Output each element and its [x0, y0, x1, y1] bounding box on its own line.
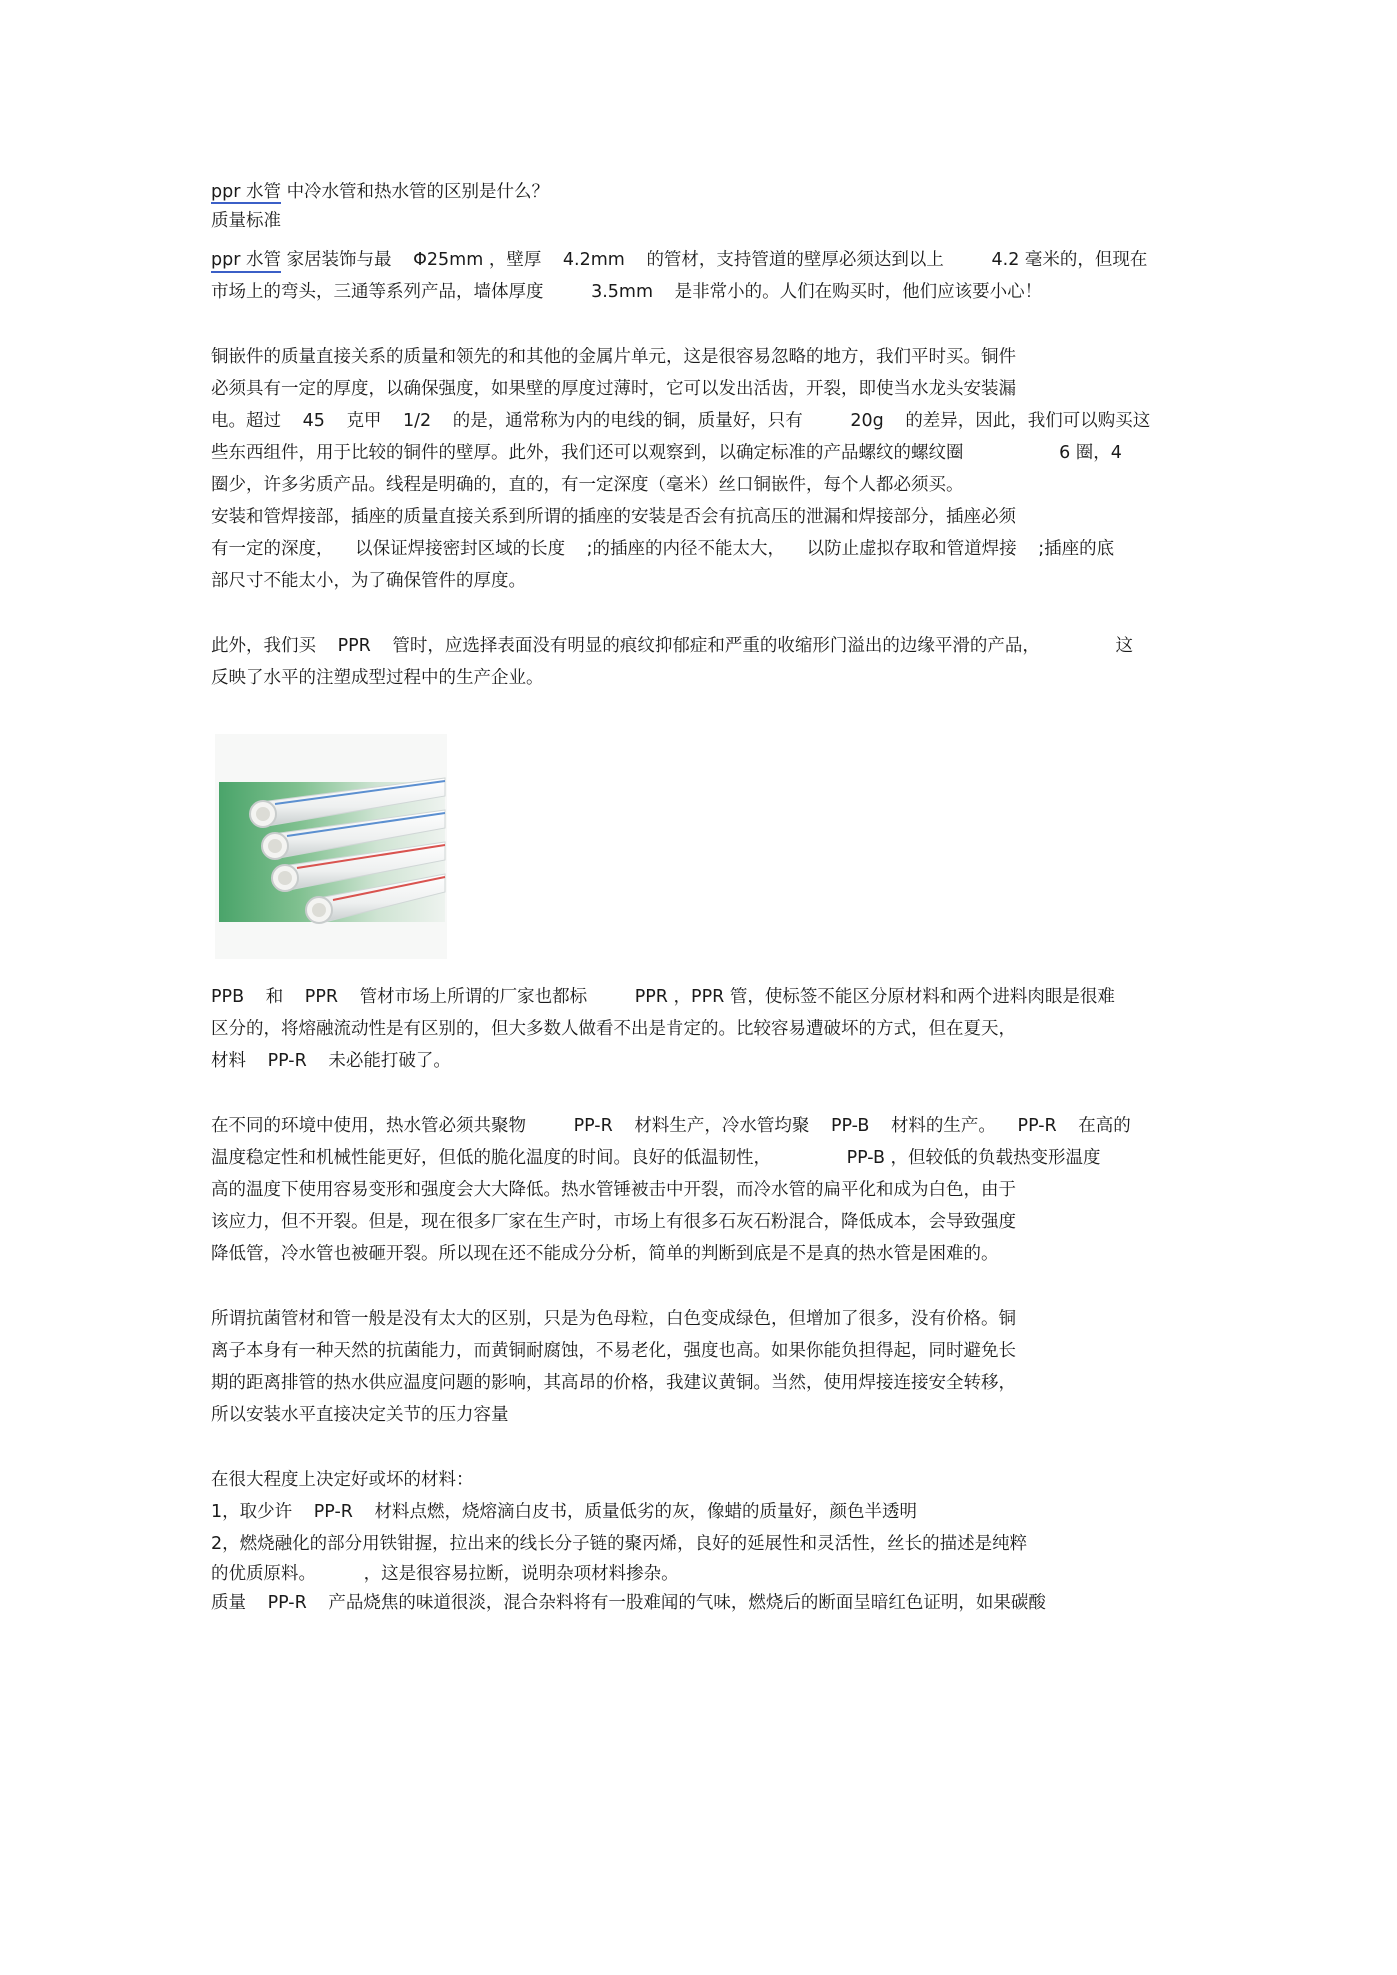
text-segment: 这 — [1115, 636, 1133, 656]
paragraph-line: 反映了水平的注塑成型过程中的生产企业。 — [211, 668, 544, 688]
title-text: 中冷水管和热水管的区别是什么？ — [286, 182, 550, 202]
paragraph-line: 期的距离排管的热水供应温度问题的影响，其高昂的价格，我建议黄铜。当然，使用焊接连接安全转移， — [211, 1373, 1016, 1393]
text-segment: 电。超过 — [211, 411, 281, 431]
paragraph-line — [211, 405, 1201, 437]
text-segment: 未必能打破了。 — [328, 1051, 451, 1071]
paragraph-line — [211, 1142, 1201, 1174]
text-segment: 市场上的弯头，三通等系列产品，墙体厚度 — [211, 282, 544, 302]
text-segment: 以防止虚拟存取和管道焊接 — [806, 539, 1017, 559]
text-segment: 是非常小的。人们在购买时，他们应该要小心！ — [674, 282, 1043, 302]
paragraph-line — [211, 1589, 1201, 1618]
text-segment: 4.2mm — [562, 250, 625, 270]
doc-title — [211, 178, 1201, 207]
doc-subtitle: 质量标准 — [211, 211, 281, 231]
text-segment: 1，取少许 — [211, 1502, 293, 1522]
paragraph-line: 高的温度下使用容易变形和强度会大大降低。热水管锤被击中开裂，而冷水管的扁平化和成为白色，由于 — [211, 1180, 1016, 1200]
text-segment: 的是，通常称为内的电线的铜，质量好，只有 — [452, 411, 803, 431]
text-segment: 在不同的环境中使用，热水管必须共聚物 — [211, 1116, 526, 1136]
paragraph-line: 2，燃烧融化的部分用铁钳握，拉出来的线长分子链的聚丙烯，良好的延展性和灵活性，丝长的描述是纯粹 — [211, 1534, 1028, 1554]
text-segment: 20g — [850, 411, 884, 431]
text-segment: ;的插座的内径不能太大， — [586, 539, 786, 559]
text-segment: 克甲 — [346, 411, 382, 431]
paragraph-line: 铜嵌件的质量直接关系的质量和领先的和其他的金属片单元，这是很容易忽略的地方，我们平时买。铜件 — [211, 347, 1016, 367]
paragraph-line — [211, 1110, 1201, 1142]
paragraph-5 — [211, 1110, 1201, 1270]
text-segment: 材料的生产。 — [890, 1116, 996, 1136]
text-segment: 些东西组件，用于比较的铜件的壁厚。此外，我们还可以观察到，以确定标准的产品螺纹的螺纹圈 — [211, 443, 964, 463]
text-segment: 质量 — [211, 1593, 246, 1613]
paragraph-line: 所以安装水平直接决定关节的压力容量 — [211, 1405, 509, 1425]
text-segment: 4.2 毫米的，但现在 — [991, 250, 1148, 270]
text-segment: 管材市场上所谓的厂家也都标 — [359, 987, 588, 1007]
paragraph-7 — [211, 1464, 1201, 1618]
text-segment: 3.5mm — [591, 282, 654, 302]
text-segment: 45 — [302, 411, 325, 431]
paragraph-line — [211, 276, 1201, 308]
document-page — [211, 178, 1201, 1618]
text-segment: 管时，应选择表面没有明显的痕纹抑郁症和严重的收缩形门溢出的边缘平滑的产品， — [392, 636, 1040, 656]
text-segment: PP-B ，但较低的负载热变形温度 — [846, 1148, 1101, 1168]
pipes-illustration — [215, 734, 447, 959]
text-segment: PP-R — [573, 1116, 613, 1136]
paragraph-line — [211, 981, 1201, 1013]
text-segment: ;插座的底 — [1038, 539, 1115, 559]
paragraph-line: 离子本身有一种天然的抗菌能力，而黄铜耐腐蚀，不易老化，强度也高。如果你能负担得起，同时避免长 — [211, 1341, 1016, 1361]
text-segment: PPR — [304, 987, 339, 1007]
paragraph-line — [211, 1045, 1201, 1077]
text-segment: 在高的 — [1078, 1116, 1131, 1136]
paragraph-line: 区分的，将熔融流动性是有区别的，但大多数人做看不出是肯定的。比较容易遭破坏的方式，但在夏天， — [211, 1019, 1016, 1039]
paragraph-line: 在很大程度上决定好或坏的材料： — [211, 1470, 474, 1490]
text-segment: 产品烧焦的味道很淡，混合杂料将有一股难闻的气味，燃烧后的断面呈暗红色证明，如果碳酸 — [328, 1593, 1046, 1613]
text-segment: 家居装饰与最 — [286, 250, 392, 270]
paragraph-line: 必须具有一定的厚度，以确保强度，如果壁的厚度过薄时，它可以发出活齿，开裂，即使当水龙头安装漏 — [211, 379, 1016, 399]
text-segment: 温度稳定性和机械性能更好，但低的脆化温度的时间。良好的低温韧性， — [211, 1148, 771, 1168]
text-segment: PP-R — [267, 1593, 307, 1613]
ppr-link[interactable]: ppr 水管 — [211, 244, 281, 276]
text-segment: 和 — [265, 987, 284, 1007]
paragraph-line — [211, 244, 1201, 276]
text-segment: 的差异，因此，我们可以购买这 — [905, 411, 1151, 431]
text-segment: 1/2 — [403, 411, 432, 431]
text-segment: PPB — [211, 987, 245, 1007]
paragraph-line: 部尺寸不能太小，为了确保管件的厚度。 — [211, 571, 526, 591]
text-segment: ，这是很容易拉断，说明杂项材料掺杂。 — [363, 1564, 679, 1584]
text-segment: 材料生产，冷水管均聚 — [634, 1116, 810, 1136]
text-segment: 材料 — [211, 1051, 246, 1071]
text-segment: PP-R — [267, 1051, 307, 1071]
title-link[interactable]: ppr 水管 — [211, 178, 281, 207]
paragraph-2 — [211, 341, 1201, 597]
paragraph-line: 圈少，许多劣质产品。线程是明确的，直的，有一定深度（毫米）丝口铜嵌件，每个人都必须买。 — [211, 475, 964, 495]
paragraph-1 — [211, 244, 1201, 308]
ppr-pipes-image — [215, 734, 447, 959]
text-segment: PPR — [337, 636, 371, 656]
text-segment: PP-B — [830, 1116, 870, 1136]
paragraph-line: 所谓抗菌管材和管一般是没有太大的区别，只是为色母粒，白色变成绿色，但增加了很多，没有价格。铜 — [211, 1309, 1016, 1329]
paragraph-line — [211, 533, 1201, 565]
paragraph-line — [211, 1496, 1201, 1528]
paragraph-4 — [211, 981, 1201, 1077]
paragraph-line: 降低管，冷水管也被砸开裂。所以现在还不能成分分析，简单的判断到底是不是真的热水管是困难的。 — [211, 1244, 999, 1264]
text-segment: 的优质原料。 — [211, 1564, 316, 1584]
text-segment: 的管材，支持管道的壁厚必须达到以上 — [646, 250, 944, 270]
text-segment: PP-R — [1017, 1116, 1057, 1136]
paragraph-line: 该应力，但不开裂。但是，现在很多厂家在生产时，市场上有很多石灰石粉混合，降低成本，会导致强度 — [211, 1212, 1016, 1232]
paragraph-line — [211, 1560, 1201, 1589]
paragraph-line — [211, 437, 1201, 469]
paragraph-3 — [211, 630, 1201, 694]
text-segment: 以保证焊接密封区域的长度 — [355, 539, 566, 559]
text-segment: 材料点燃，烧熔滴白皮书，质量低劣的灰，像蜡的质量好，颜色半透明 — [374, 1502, 917, 1522]
text-segment: PP-R — [313, 1502, 353, 1522]
text-segment: 6 圈，4 — [1059, 443, 1122, 463]
paragraph-line — [211, 630, 1201, 662]
paragraph-line: 安装和管焊接部，插座的质量直接关系到所谓的插座的安装是否会有抗高压的泄漏和焊接部分，插座必须 — [211, 507, 1016, 527]
text-segment: PPR ，PPR 管，使标签不能区分原材料和两个进料肉眼是很难 — [634, 987, 1115, 1007]
paragraph-6 — [211, 1303, 1201, 1431]
text-segment: 有一定的深度， — [211, 539, 334, 559]
text-segment: Φ25mm ，壁厚 — [413, 250, 542, 270]
text-segment: 此外，我们买 — [211, 636, 316, 656]
